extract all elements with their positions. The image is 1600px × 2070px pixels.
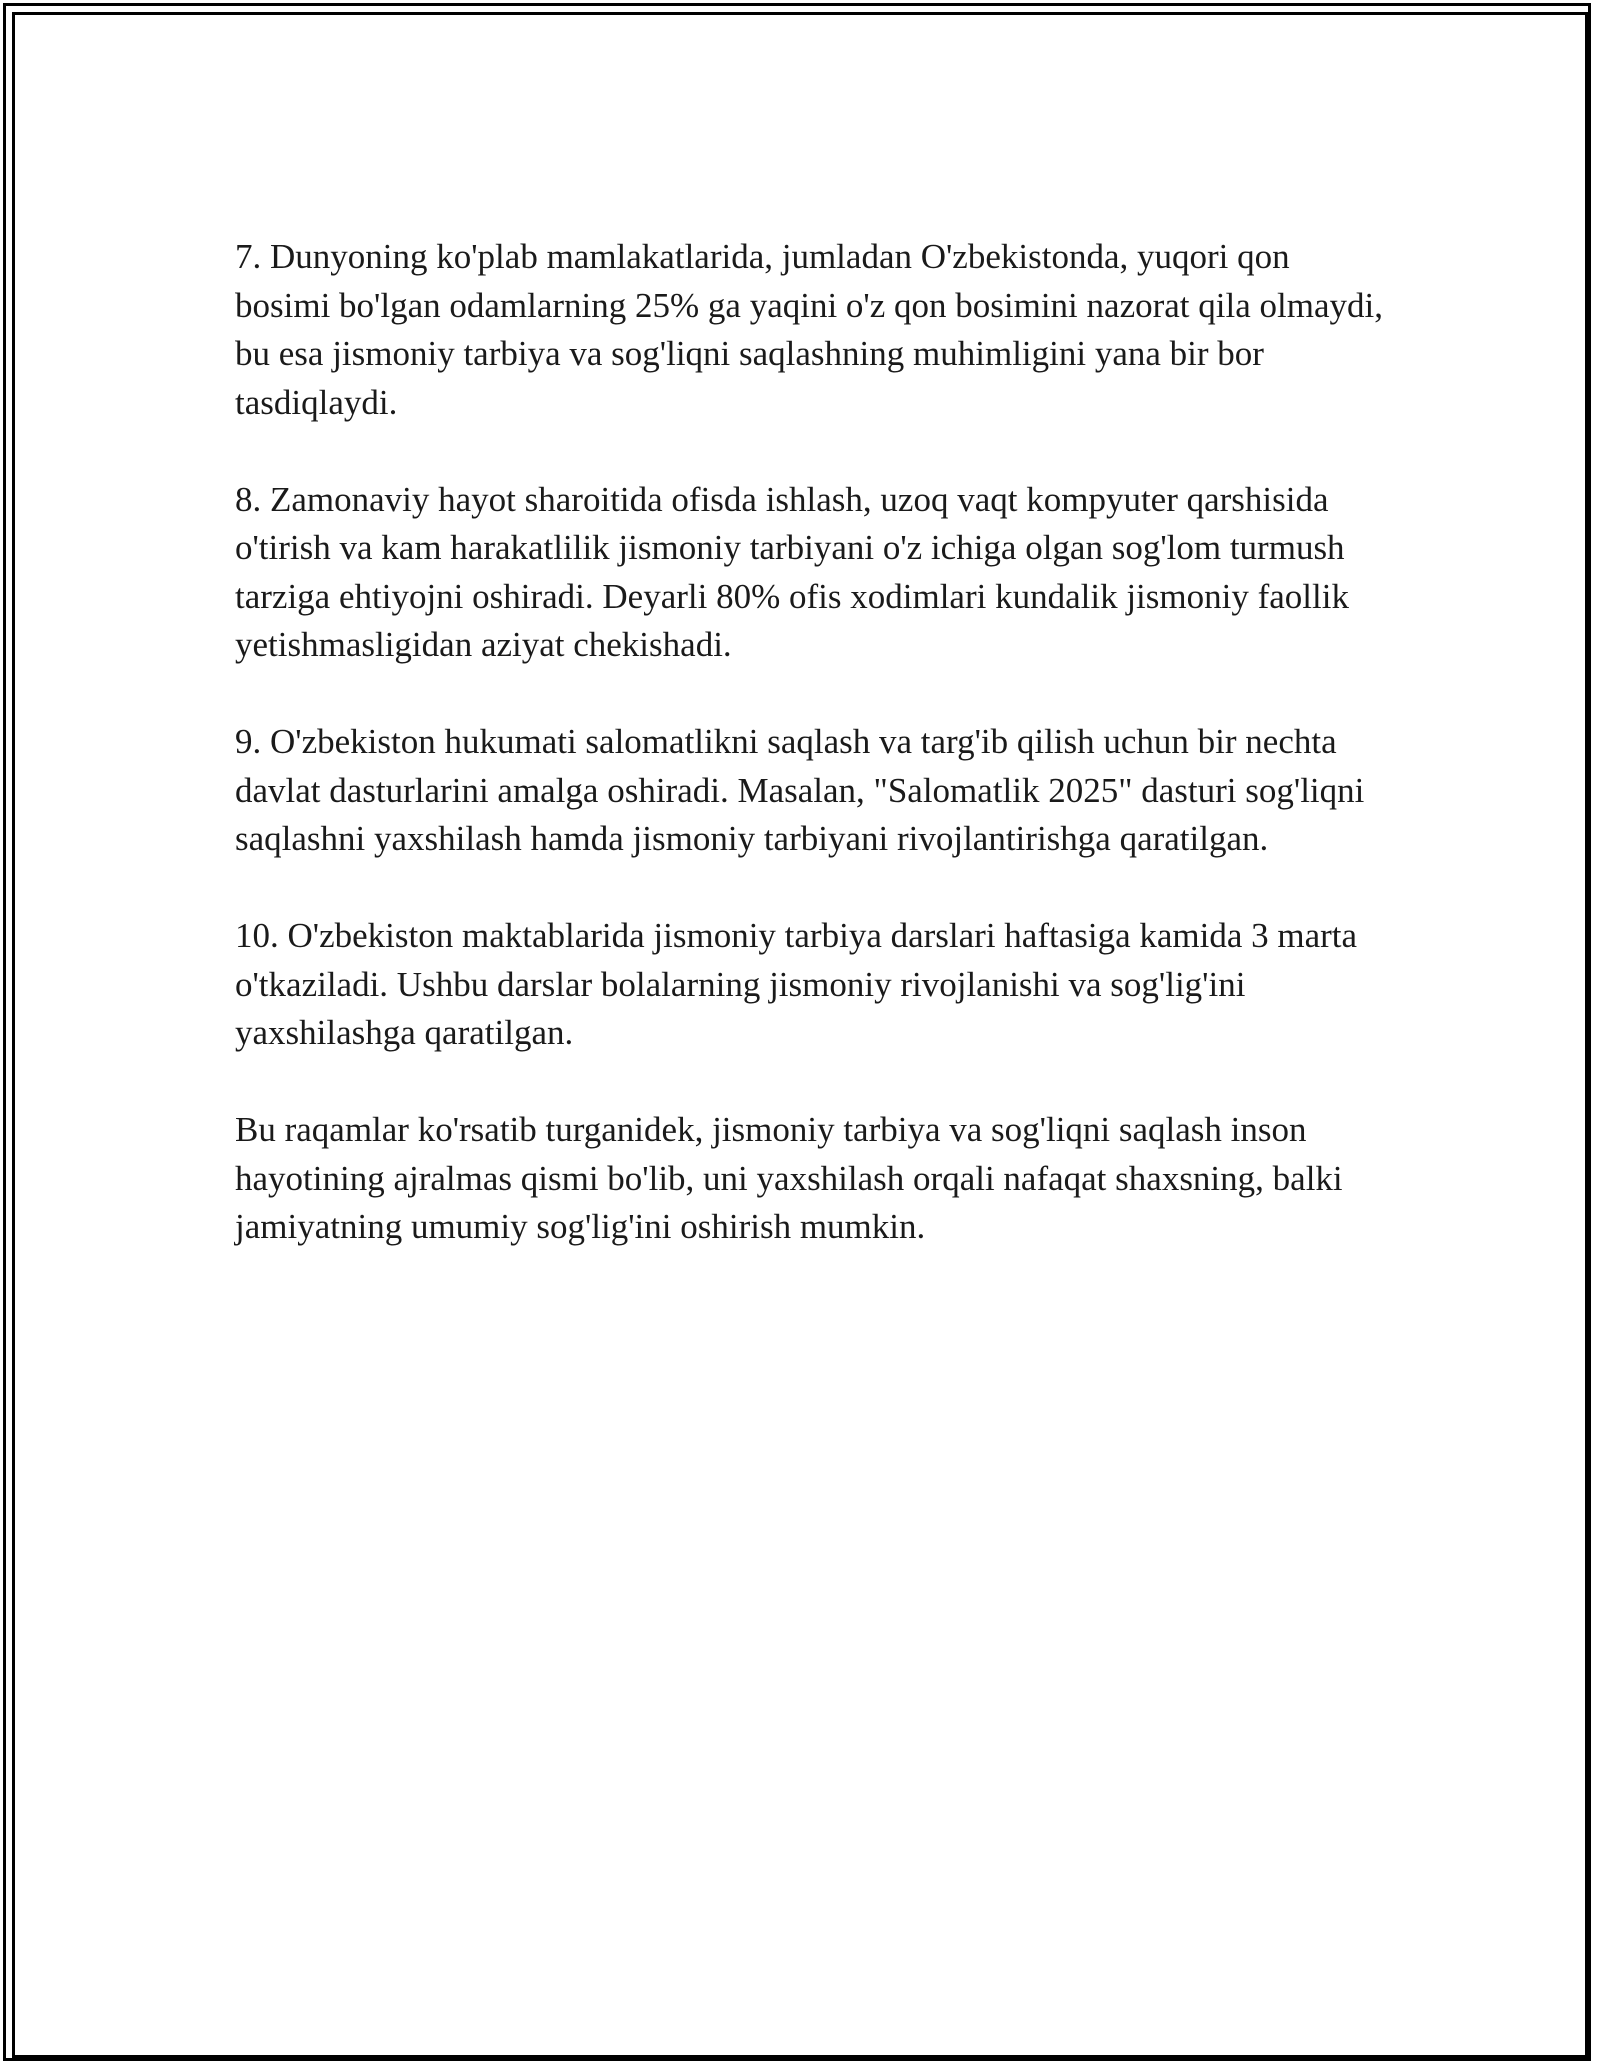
paragraph-7: 7. Dunyoning ko'plab mamlakatlarida, jumladan O'zbekistonda, yuqori qon bosimi bo'lgan odamlarning 25% ga yaqini o'z qon bosimini nazorat qila olmaydi, bu esa jismoniy tarbiya va sog'liqni saqlashning muhimligini yana bir bor tasdiqlaydi. (235, 237, 1383, 422)
paragraph-9: 9. O'zbekiston hukumati salomatlikni saqlash va targ'ib qilish uchun bir nechta davlat dasturlarini amalga oshiradi. Masalan, "Salomatlik 2025" dasturi sog'liqni saqlashni yaxshilash hamda jismoniy tarbiyani rivojlantirishga qaratilgan. (235, 722, 1365, 858)
conclusion-paragraph: Bu raqamlar ko'rsatib turganidek, jismoniy tarbiya va sog'liqni saqlash inson hayotining ajralmas qismi bo'lib, uni yaxshilash orqali nafaqat shaxsning, balki jamiyatning umumiy sog'lig'ini oshirish mumkin. (235, 1110, 1343, 1246)
paragraph-8: 8. Zamonaviy hayot sharoitida ofisda ishlash, uzoq vaqt kompyuter qarshisida o'tirish va kam harakatlilik jismoniy tarbiyani o'z ichiga olgan sog'lom turmush tarziga ehtiyojni oshiradi. Deyarli 80% ofis xodimlari kundalik jismoniy faollik yetishmasligidan aziyat chekishadi. (235, 479, 1349, 664)
document-body (235, 233, 1385, 1300)
paragraph-10: 10. O'zbekiston maktablarida jismoniy tarbiya darslari haftasiga kamida 3 marta o'tkaziladi. Ushbu darslar bolalarning jismoniy rivojlanishi va sog'lig'ini yaxshilashga qaratilgan. (235, 916, 1358, 1052)
